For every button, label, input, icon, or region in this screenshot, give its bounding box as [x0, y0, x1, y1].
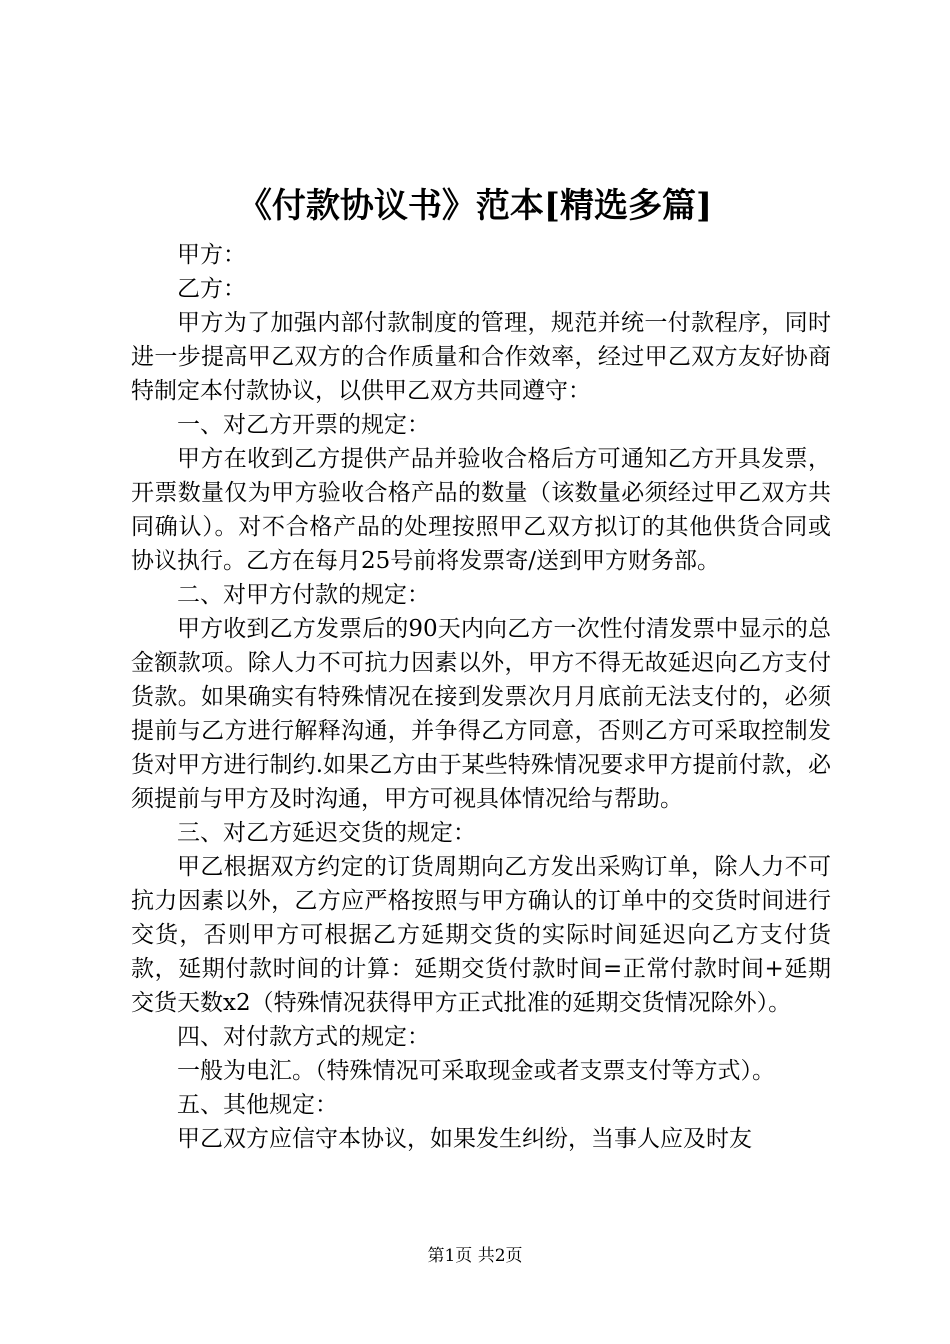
- intro-paragraph: 甲方为了加强内部付款制度的管理，规范并统一付款程序，同时进一步提高甲乙双方的合作质量和合作效率，经过甲乙双方友好协商特制定本付款协议，以供甲乙双方共同遵守：: [131, 310, 831, 404]
- section-paragraph-5: 甲乙双方应信守本协议，如果发生纠纷，当事人应及时友: [177, 1126, 752, 1152]
- section-heading-2: 二、对甲方付款的规定：: [177, 582, 430, 608]
- party-a-line: 甲方：: [177, 242, 246, 268]
- document-body: [131, 238, 831, 1156]
- section-paragraph-4: 一般为电汇。（特殊情况可采取现金或者支票支付等方式）。: [177, 1058, 775, 1084]
- section-paragraph-1: 甲方在收到乙方提供产品并验收合格后方可通知乙方开具发票，开票数量仅为甲方验收合格产品的数量（该数量必须经过甲乙双方共同确认）。对不合格产品的处理按照甲乙双方拟订的其他供货合同或协议执行。乙方在每月25号前将发票寄/送到甲方财务部。: [131, 446, 831, 574]
- section-paragraph-3: 甲乙根据双方约定的订货周期向乙方发出采购订单，除人力不可抗力因素以外，乙方应严格按照与甲方确认的订单中的交货时间进行交货，否则甲方可根据乙方延期交货的实际时间延迟向乙方支付货款，延期付款时间的计算：延期交货付款时间=正常付款时间+延期交货天数x2（特殊情况获得甲方正式批准的延期交货情况除外）。: [131, 854, 831, 1016]
- document-title: 《付款协议书》范本[精选多篇]: [237, 186, 713, 226]
- section-paragraph-2: 甲方收到乙方发票后的90天内向乙方一次性付清发票中显示的总金额款项。除人力不可抗力因素以外，甲方不得无故延迟向乙方支付货款。如果确实有特殊情况在接到发票次月月底前无法支付的，必须提前与乙方进行解释沟通，并争得乙方同意，否则乙方可采取控制发货对甲方进行制约.如果乙方由于某些特殊情况要求甲方提前付款，必须提前与甲方及时沟通，甲方可视具体情况给与帮助。: [131, 616, 831, 812]
- section-heading-3: 三、对乙方延迟交货的规定：: [177, 820, 476, 846]
- section-heading-1: 一、对乙方开票的规定：: [177, 412, 430, 438]
- party-b-line: 乙方：: [177, 276, 246, 302]
- page-footer: 第1页 共2页: [427, 1246, 523, 1266]
- section-heading-4: 四、对付款方式的规定：: [177, 1024, 430, 1050]
- section-heading-5: 五、其他规定：: [177, 1092, 338, 1118]
